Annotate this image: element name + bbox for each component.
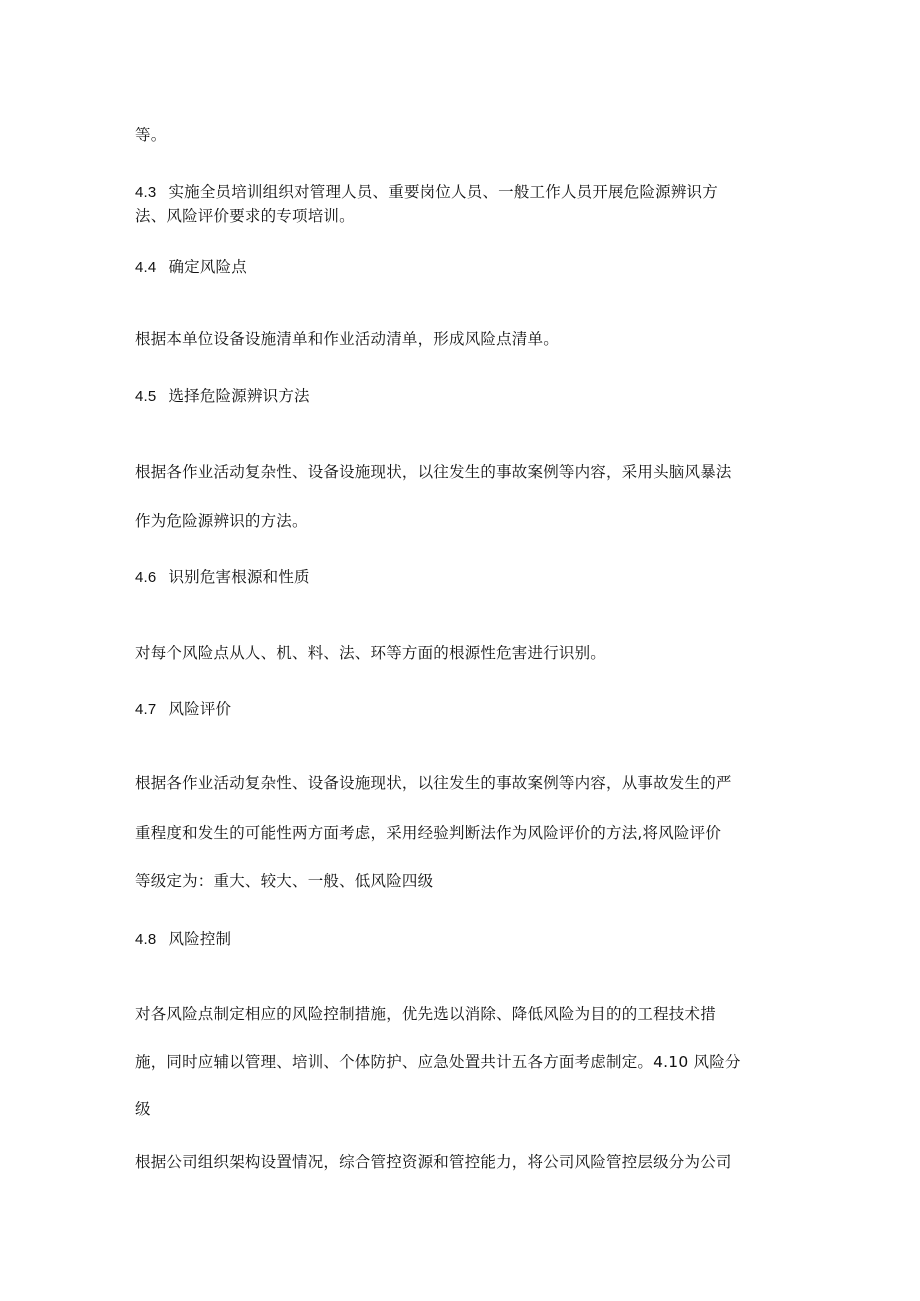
section-title: 选择危险源辨识方法	[168, 387, 310, 405]
section-number: 4.4	[135, 259, 157, 276]
section-4-8-body-line-3: 级	[135, 1100, 151, 1118]
section-number: 4.6	[135, 569, 157, 586]
section-title: 风险评价	[168, 700, 232, 718]
section-4-3-line-2: 法、风险评价要求的专项培训。	[135, 207, 355, 225]
section-4-4-heading	[135, 257, 247, 278]
section-text: 实施全员培训组织对管理人员、重要岗位人员、一般工作人员开展危险源辨识方	[168, 183, 718, 201]
section-4-5-body-line-2: 作为危险源辨识的方法。	[135, 512, 308, 530]
section-4-8-heading	[135, 929, 231, 950]
section-number: 4.5	[135, 388, 157, 405]
section-4-3-line-1	[135, 182, 718, 203]
text-line: 等。	[135, 126, 167, 144]
section-4-7-body-line-1: 根据各作业活动复杂性、设备设施现状，以往发生的事故案例等内容，从事故发生的严	[135, 774, 732, 792]
section-4-7-body-line-2: 重程度和发生的可能性两方面考虑，采用经验判断法作为风险评价的方法,将风险评价	[135, 824, 722, 842]
section-4-8-body-line-2: 施，同时应辅以管理、培训、个体防护、应急处置共计五各方面考虑制定。4.10 风险分	[135, 1053, 741, 1071]
section-4-7-body-line-3: 等级定为：重大、较大、一般、低风险四级	[135, 872, 434, 890]
section-4-4-body: 根据本单位设备设施清单和作业活动清单，形成风险点清单。	[135, 330, 559, 348]
section-4-6-heading	[135, 567, 310, 588]
section-4-10-body-line-1: 根据公司组织架构设置情况，综合管控资源和管控能力，将公司风险管控层级分为公司	[135, 1153, 732, 1171]
section-title: 识别危害根源和性质	[168, 568, 310, 586]
section-4-5-body-line-1: 根据各作业活动复杂性、设备设施现状，以往发生的事故案例等内容，采用头脑风暴法	[135, 463, 732, 481]
section-number: 4.7	[135, 701, 157, 718]
section-4-7-heading	[135, 699, 231, 720]
section-number: 4.8	[135, 931, 157, 948]
section-title: 风险控制	[168, 930, 232, 948]
section-number: 4.3	[135, 184, 157, 201]
section-4-5-heading	[135, 386, 310, 407]
section-4-8-body-line-1: 对各风险点制定相应的风险控制措施，优先选以消除、降低风险为目的的工程技术措	[135, 1005, 716, 1023]
section-title: 确定风险点	[168, 258, 247, 276]
section-4-6-body: 对每个风险点从人、机、料、法、环等方面的根源性危害进行识别。	[135, 644, 607, 662]
